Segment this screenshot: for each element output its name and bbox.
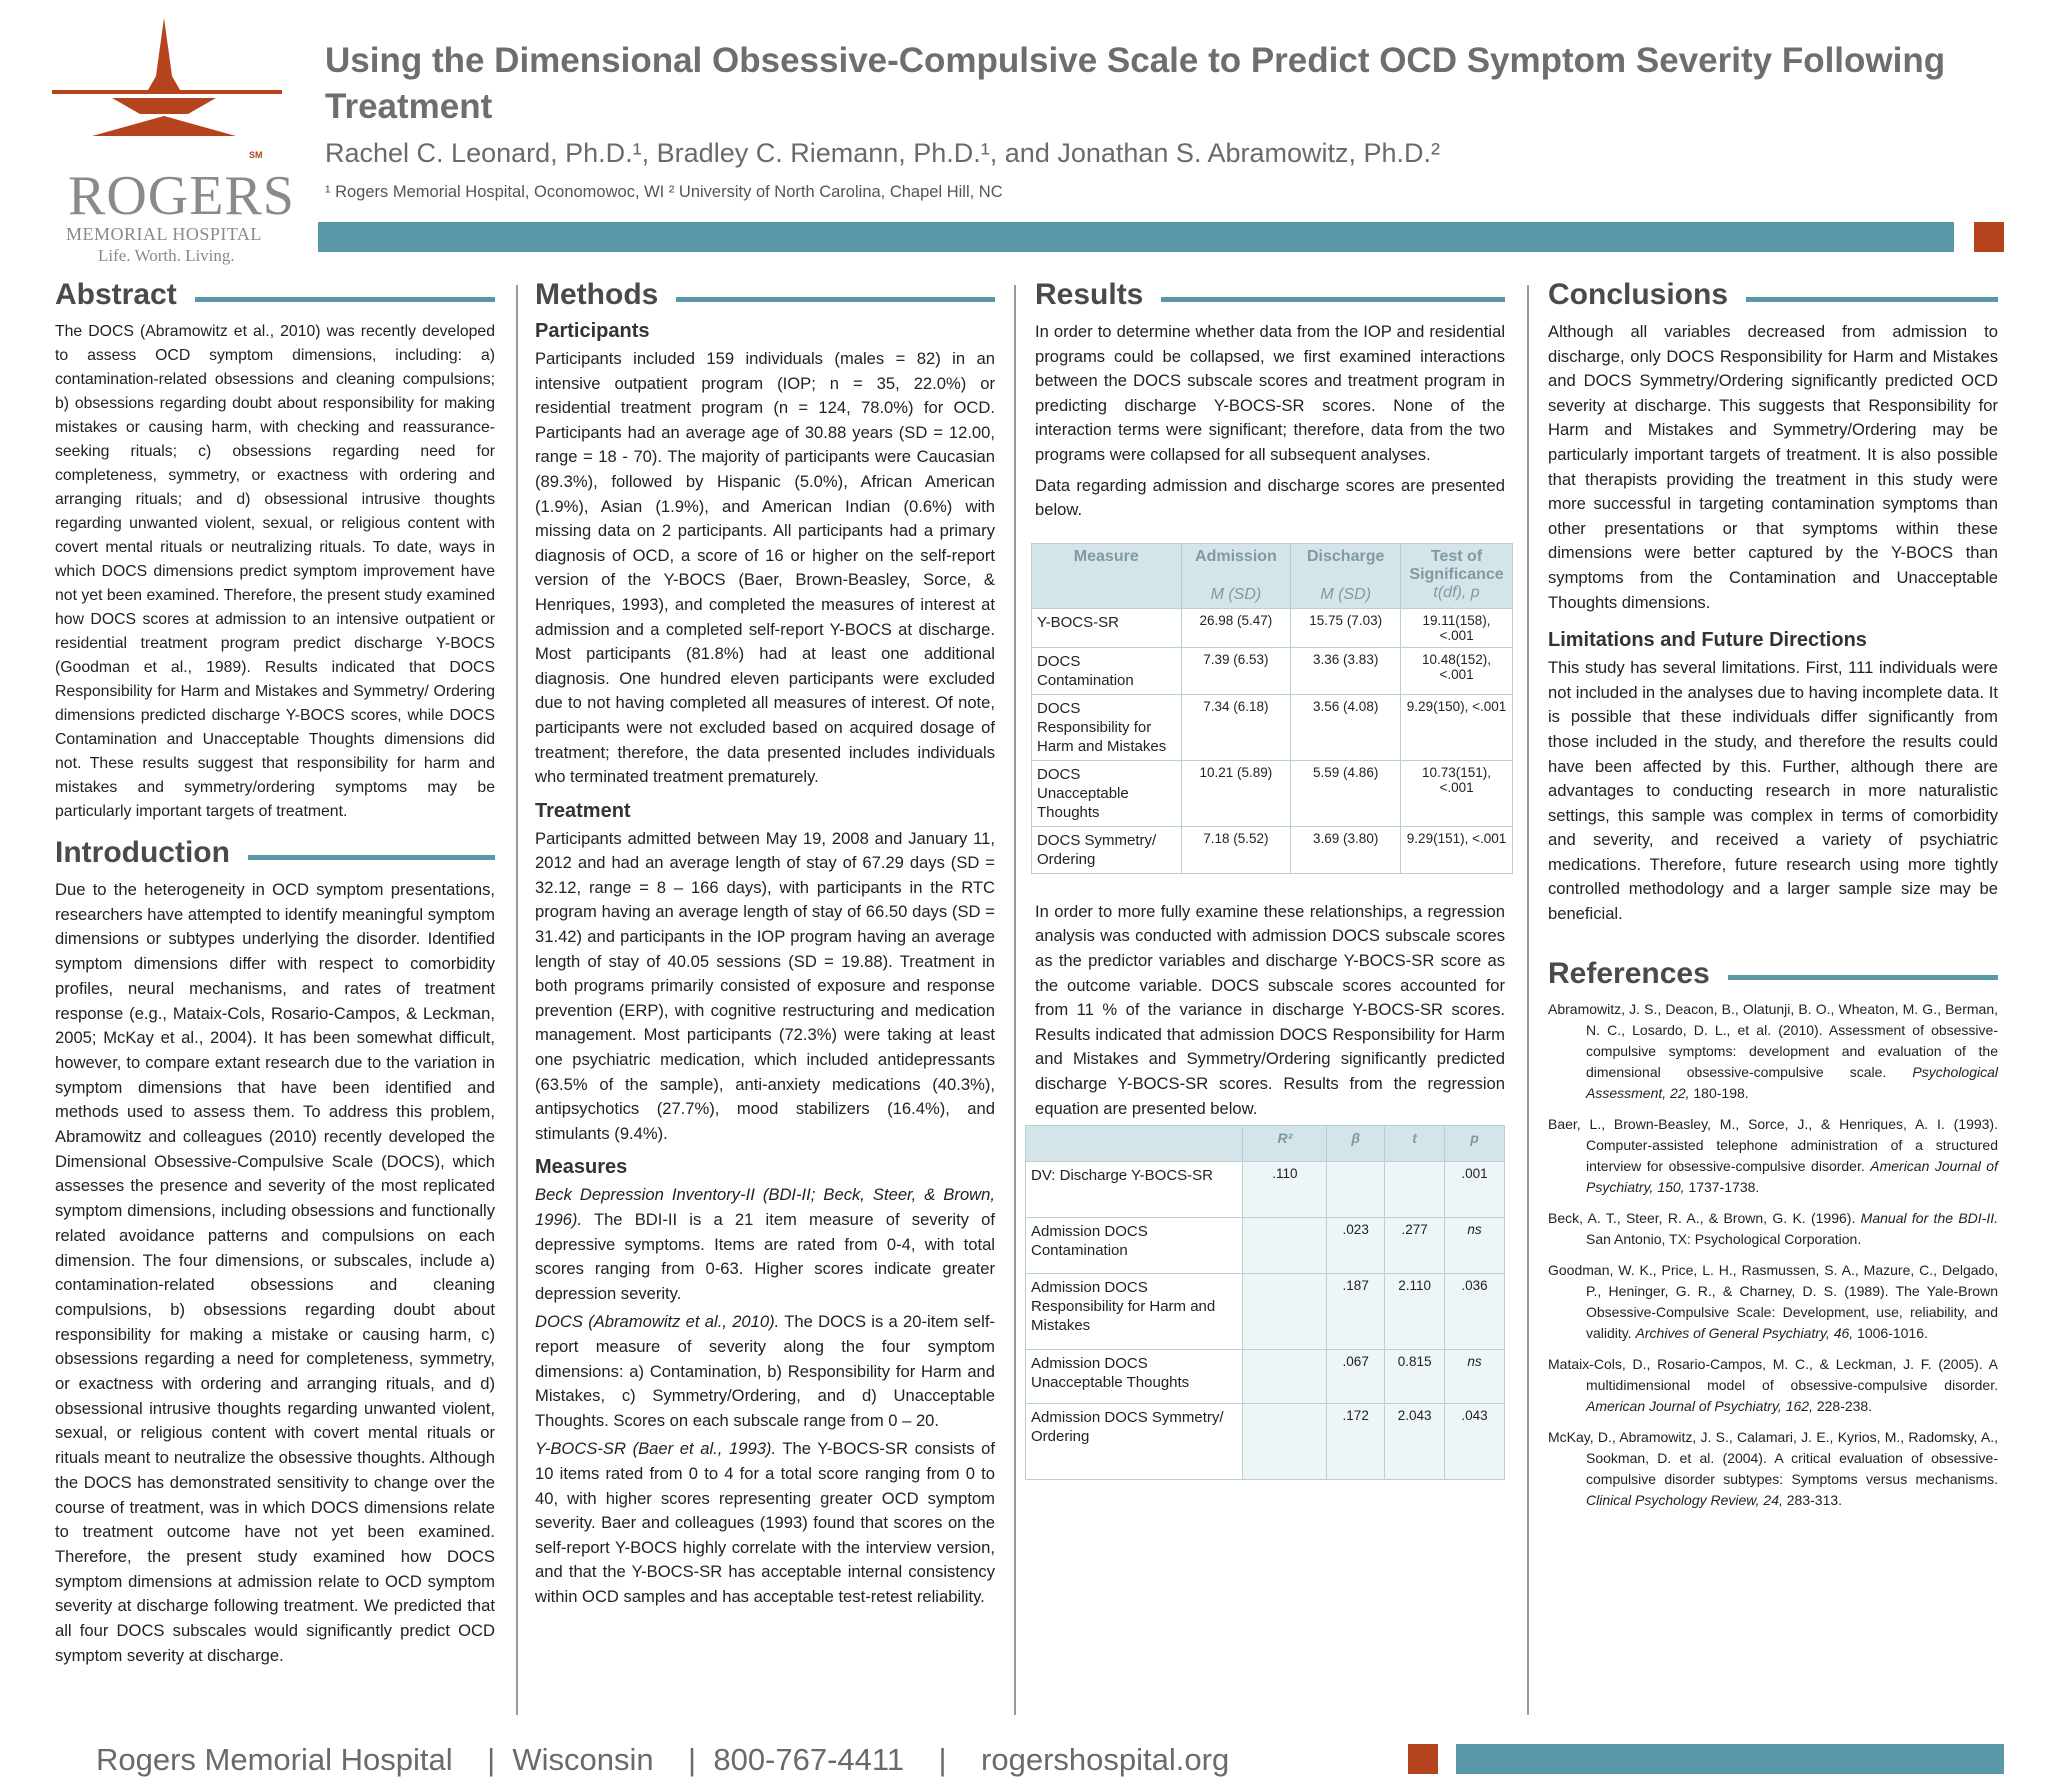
reference-item: Beck, A. T., Steer, R. A., & Brown, G. K. (1996). Manual for the BDI-II. San Antonio, TX: Psychological Corporation. <box>1548 1209 1999 1247</box>
table-row: Admission DOCS Responsibility for Harm and Mistakes .187 2.110 .036 <box>1026 1274 1505 1350</box>
footer-contact: Rogers Memorial Hospital | Wisconsin | 800-767-4411 | rogershospital.org <box>96 1742 1230 1777</box>
introduction-title: Introduction <box>55 836 230 869</box>
results-paragraph-3: In order to more fully examine these relationships, a regression analysis was conducted with admission DOCS subscale scores as the predictor variables and discharge Y-BOCS-SR score as the outcome variable. DOCS subscale scores accounted for from 11 % of the variance in discharge Y-BOCS-SR scores. Results indicated that admission DOCS Responsibility for Harm and Mistakes and Symmetry/Ordering significantly predicted discharge Y-BOCS-SR scores. Results from the regression equation are presented below. <box>1035 901 1505 1118</box>
docs-text: The DOCS is a 20-item self-report measure of severity along the four symptom dimensions: a) Contamination, b) Responsibility for Harm and Mistakes, c) Symmetry/Ordering, and d) Unacceptable Thoughts. Scores on each subscale range from 0 – 20. <box>535 1312 995 1430</box>
column-results <box>1031 278 1507 1480</box>
reference-item: Abramowitz, J. S., Deacon, B., Olatunji, B. O., Wheaton, M. G., Berman, N. C., Losardo, D. L., et al. (2010). Assessment of obsessive-compulsive symptoms: development and evaluation of the dimensional obsessive-compulsive scale. Psychological Assessment, 22, 180-198. <box>1548 1000 1998 1101</box>
column-divider-3 <box>1527 285 1529 1715</box>
header-teal-bar <box>318 222 1954 252</box>
col-header-admission: Admission M (SD) <box>1181 543 1291 608</box>
logo-emblem-icon <box>52 18 282 178</box>
logo-subtitle: MEMORIAL HOSPITAL <box>66 224 262 244</box>
header-rust-square <box>1974 222 2004 252</box>
conclusions-text: Although all variables decreased from admission to discharge, only DOCS Responsibility for Harm and Mistakes and DOCS Symmetry/Ordering significantly predicted OCD severity at discharge. This suggests that Responsibility for Harm and Mistakes and Symmetry/Ordering may be particularly important targets of treatment. It is also possible that therapists providing the treatment in this study were more successful in targeting contamination symptoms than other presentations or that symptoms within these dimensions were better captured by the Y-BOCS than symptoms from the Contamination and Unacceptable Thoughts dimensions. <box>1548 322 1998 612</box>
references-header <box>1548 957 1998 991</box>
bdi-citation: Beck Depression Inventory-II (BDI-II; Beck, Steer, & Brown, 1996). <box>535 1185 995 1229</box>
column-methods <box>535 278 995 1610</box>
participants-text: Participants included 159 individuals (males = 82) in an intensive outpatient program (IOP; n = 35, 22.0%) or residential treatment program (n = 124, 78.0%) for OCD. Participants had an average age of 30.88 years (SD = 12.00, range = 18 - 70). The majority of participants were Caucasian (89.3%), followed by Hispanic (5.0%), African American (1.9%), Asian (1.9%), and American Indian (0.6%) with missing data on 2 participants. All participants had a primary diagnosis of OCD, a score of 16 or higher on the self-report version of the Y-BOCS (Baer, Brown-Beasley, Sorce, & Henriques, 1993), and completed the measures of interest at admission and a completed self-report Y-BOCS at discharge. Most participants (81.8%) had at least one additional diagnosis. One hundred eleven participants were excluded due to not having completed all measures of interest. Of note, participants were not excluded based on acquired dosage of treatment; therefore, the data presented includes individuals who terminated treatment prematurely. <box>535 349 995 787</box>
abstract-text: The DOCS (Abramowitz et al., 2010) was recently developed to assess OCD symptom dimensions, including: a) contamination-related obsessions and cleaning compulsions; b) obsessions regarding doubt about responsibility for making mistakes or causing harm, with checking and reassurance-seeking rituals; c) obsessions regarding need for completeness, symmetry, or exactness with ordering and arranging rituals; and d) obsessional intrusive thoughts regarding unwanted violent, sexual, or religious content with covert mental rituals or neutralizing rituals. To date, ways in which DOCS dimensions predict symptom improvement have not yet been examined. Therefore, the present study examined how DOCS scores at admission to an intensive outpatient or residential treatment program predict discharge Y-BOCS (Goodman et al., 1989). Results indicated that DOCS Responsibility for Harm and Mistakes and Symmetry/ Ordering dimensions predicted discharge Y-BOCS scores, while DOCS Contamination and Unacceptable Thoughts dimensions did not. These results suggest that responsibility for harm and mistakes and symmetry/ordering symptoms may be particularly important targets of treatment. <box>55 323 495 820</box>
treatment-text: Participants admitted between May 19, 2008 and January 11, 2012 and had an average length of stay of 67.29 days (SD = 32.12, range = 8 – 166 days), with participants in the RTC program having an average length of stay of 66.50 days (SD = 31.42) and participants in the IOP program having an average length of stay of 40.05 sessions (SD = 19.88). Treatment in both programs primarily consisted of exposure and response prevention (ERP), with cognitive restructuring and medication management. Most participants (72.3%) were taking at least one psychiatric medication, which included antidepressants (63.5% of the sample), anti-anxiety medications (40.3%), antipsychotics (27.7%), mood stabilizers (16.4%), and stimulants (9.4%). <box>535 828 995 1143</box>
results-header <box>1035 278 1505 312</box>
ybocs-text: The Y-BOCS-SR consists of 10 items rated from 0 to 4 for a total score ranging from 0 to 40, with higher scores representing greater OCD symptom severity. Baer and colleagues (1993) found that scores on the self-report Y-BOCS highly correlate with the interview version, and that the Y-BOCS-SR has acceptable internal consistency within OCD samples and has acceptable test-retest reliability. <box>535 1439 995 1606</box>
ybocs-citation: Y-BOCS-SR (Baer et al., 1993). <box>535 1439 777 1459</box>
abstract-header <box>55 278 495 312</box>
docs-citation: DOCS (Abramowitz et al., 2010). <box>535 1312 780 1332</box>
rogers-logo <box>52 18 295 265</box>
limitations-text: This study has several limitations. First, 111 individuals were not included in the analyses due to having incomplete data. It is possible that these individuals differ significantly from those included in the study, and therefore the results could have been affected by this. Further, although there are advantages to conducting research in more naturalistic settings, this sample was complex in terms of comorbidity and severity, and received a variety of psychiatric medications. Therefore, future research using more tightly controlled methodology and a larger sample size may be beneficial. <box>1548 658 1998 924</box>
ybocs-paragraph <box>535 1437 995 1609</box>
column-conclusions <box>1548 278 1998 1521</box>
section-rule <box>1728 975 1998 980</box>
table-header-row <box>1032 543 1513 608</box>
table-row: DOCS Responsibility for Harm and Mistakes 7.34 (6.18) 3.56 (4.08) 9.29(150), <.001 <box>1032 694 1513 760</box>
docs-paragraph <box>535 1310 995 1433</box>
introduction-text: Due to the heterogeneity in OCD symptom presentations, researchers have attempted to identify meaningful symptom dimensions or subtypes underlying the disorder. Identified symptom dimensions differ with respect to comorbidity profiles, neural mechanisms, and rates of treatment response (e.g., Mataix-Cols, Rosario-Campos, & Leckman, 2005; McKay et al., 2004). It has been somewhat difficult, however, to compare extant research due to the variation in symptom dimensions that have been identified and methods used to assess them. To address this problem, Abramowitz and colleagues (2010) recently developed the Dimensional Obsessive-Compulsive Scale (DOCS), which assesses the presence and severity of the most replicated symptom dimensions, including obsessions and functionally related avoidance patterns and compulsions on each dimension. The four dimensions, or subscales, include a) contamination-related obsessions and cleaning compulsions, b) obsessions regarding doubt about responsibility for making a mistake or causing harm, c) obsessions regarding a need for completeness, symmetry, or exactness with ordering and arranging rituals, and d) obsessional intrusive thoughts regarding unwanted violent, sexual, or religious content with covert mental rituals or rituals meant to neutralize the obsessive thoughts. Although the DOCS has demonstrated sensitivity to change over the course of treatment, was in which DOCS dimensions relate to treatment outcome have not yet been examined. Therefore, the present study examined how DOCS symptom dimensions at admission relate to OCD symptom severity at discharge following treatment. We predicted that all four DOCS subscales would significantly predict OCD symptom severity at discharge. <box>55 880 495 1665</box>
table-row: DV: Discharge Y-BOCS-SR .110 .001 <box>1026 1162 1505 1218</box>
methods-title: Methods <box>535 278 659 311</box>
references-title: References <box>1548 956 1710 990</box>
participants-heading: Participants <box>535 320 650 342</box>
table-row: Admission DOCS Symmetry/ Ordering .172 2.043 .043 <box>1026 1404 1505 1480</box>
footer-rust-square <box>1408 1744 1438 1774</box>
poster-title: Using the Dimensional Obsessive-Compulsive Scale to Predict OCD Symptom Severity Following Treatment <box>325 41 1946 126</box>
section-rule <box>195 297 495 302</box>
introduction-header <box>55 836 495 870</box>
col-header-measure: Measure <box>1032 543 1182 608</box>
table-row: Admission DOCS Contamination .023 .277 ns <box>1026 1218 1505 1274</box>
admission-discharge-table <box>1031 543 1513 874</box>
authors: Rachel C. Leonard, Ph.D.¹, Bradley C. Riemann, Ph.D.¹, and Jonathan S. Abramowitz, Ph.D.² <box>325 138 1441 168</box>
bdi-paragraph <box>535 1183 995 1306</box>
logo-name: ROGERS <box>68 165 295 227</box>
results-paragraph-2: Data regarding admission and discharge scores are presented below. <box>1035 475 1505 520</box>
conclusions-header <box>1548 278 1998 312</box>
results-title: Results <box>1035 278 1144 311</box>
table-header-row: R² β t p <box>1026 1126 1505 1162</box>
table-row: DOCS Unacceptable Thoughts 10.21 (5.89) 5.59 (4.86) 10.73(151), <.001 <box>1032 760 1513 826</box>
reference-item: McKay, D., Abramowitz, J. S., Calamari, J. E., Kyrios, M., Radomsky, A., Sookman, D. et al. (2004). A critical evaluation of obsessive-compulsive disorder subtypes: Symptoms versus mechanisms. Clinical Psychology Review, 24, 283-313. <box>1548 1428 1998 1508</box>
conclusions-title: Conclusions <box>1548 278 1729 311</box>
logo-sm: SM <box>249 150 263 160</box>
table-row: DOCS Contamination 7.39 (6.53) 3.36 (3.83) 10.48(152), <.001 <box>1032 647 1513 694</box>
section-rule <box>676 297 995 302</box>
column-abstract-intro <box>55 278 495 1669</box>
results-paragraph-1: In order to determine whether data from the IOP and residential programs could be collapsed, we first examined interactions between the DOCS subscale scores and treatment program in predicting discharge Y-BOCS-SR scores. None of the interaction terms were significant; therefore, data from the two programs were collapsed for all subsequent analyses. <box>1035 322 1505 464</box>
table-row: Admission DOCS Unacceptable Thoughts .067 0.815 ns <box>1026 1350 1505 1404</box>
affiliations: ¹ Rogers Memorial Hospital, Oconomowoc, WI ² University of North Carolina, Chapel Hill, NC <box>325 183 1003 201</box>
regression-table <box>1025 1125 1505 1480</box>
limitations-heading: Limitations and Future Directions <box>1548 629 1867 652</box>
col-header-test: Test of Significance t(df), p <box>1401 543 1513 608</box>
logo-tagline: Life. Worth. Living. <box>98 246 235 265</box>
abstract-title: Abstract <box>55 278 177 311</box>
col-header-discharge: Discharge M (SD) <box>1291 543 1401 608</box>
treatment-heading: Treatment <box>535 799 631 822</box>
reference-item: Goodman, W. K., Price, L. H., Rasmussen, S. A., Mazure, C., Delgado, P., Heninger, G. R., & Charney, D. S. (1989). The Yale-Brown Obsessive-Compulsive Scale: Development, use, reliability, and validity. Archives of General Psychiatry, 46, 1006-1016. <box>1548 1261 1998 1341</box>
section-rule <box>1161 297 1505 302</box>
table-row: Y-BOCS-SR 26.98 (5.47) 15.75 (7.03) 19.11(158), <.001 <box>1032 608 1513 647</box>
section-rule <box>1746 297 1998 302</box>
column-divider-2 <box>1014 285 1016 1715</box>
column-divider-1 <box>516 285 518 1715</box>
reference-item: Mataix-Cols, D., Rosario-Campos, M. C., & Leckman, J. F. (2005). A multidimensional model of obsessive-compulsive disorder. American Journal of Psychiatry, 162, 228-238. <box>1548 1355 1998 1414</box>
section-rule <box>248 855 495 860</box>
reference-item: Baer, L., Brown-Beasley, M., Sorce, J., & Henriques, A. I. (1993). Computer-assisted telephone administration of a structured interview for obsessive-compulsive disorder. American Journal of Psychiatry, 150, 1737-1738. <box>1548 1115 1998 1195</box>
bdi-text: The BDI-II is a 21 item measure of severity of depressive symptoms. Items are rated from 0-4, with total scores ranging from 0-63. Higher scores indicate greater depression severity. <box>535 1210 995 1303</box>
table-row: DOCS Symmetry/ Ordering 7.18 (5.52) 3.69 (3.80) 9.29(151), <.001 <box>1032 826 1513 873</box>
measures-heading: Measures <box>535 1156 628 1179</box>
methods-header <box>535 278 995 312</box>
footer-teal-bar <box>1456 1744 2004 1774</box>
